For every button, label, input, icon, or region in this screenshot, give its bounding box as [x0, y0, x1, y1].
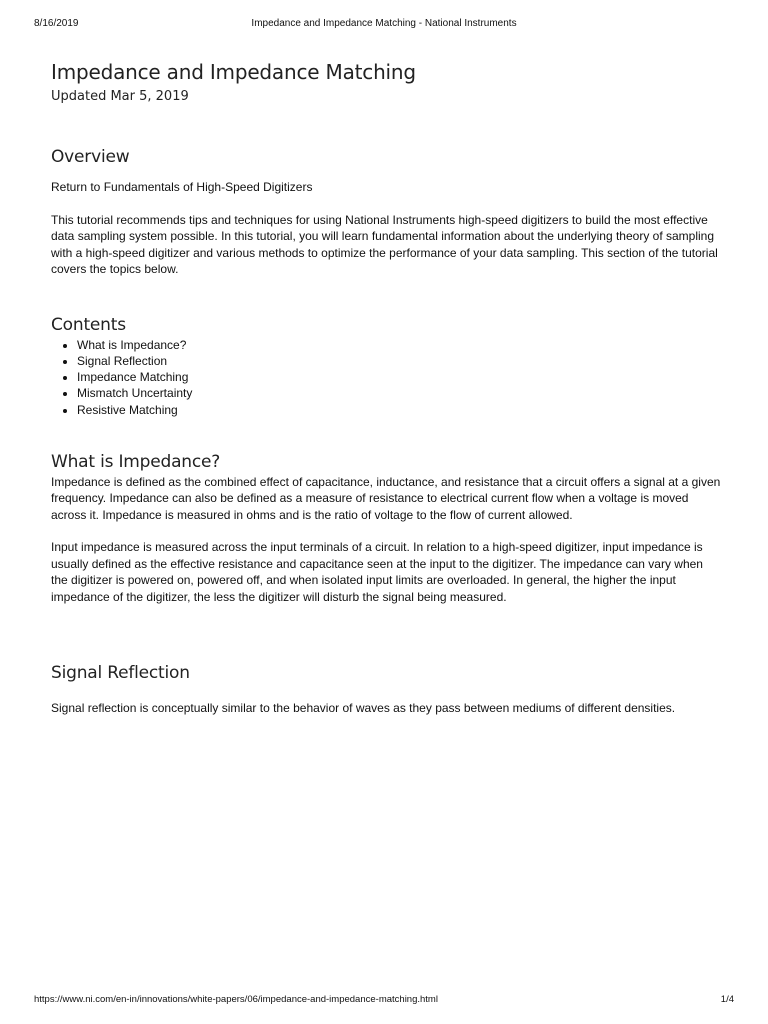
page-title: Impedance and Impedance Matching	[51, 60, 416, 84]
contents-item-mismatch-uncertainty[interactable]: • Mismatch Uncertainty	[77, 385, 721, 401]
signal-reflection-paragraph-1: Signal reflection is conceptually similar to the behavior of waves as they pass between mediums of different densities.	[51, 701, 676, 716]
contents-heading: Contents	[51, 314, 126, 335]
print-page-title: Impedance and Impedance Matching - National Instruments	[251, 18, 517, 29]
contents-item-what-is-impedance[interactable]: • What is Impedance?	[77, 337, 721, 353]
overview-body: This tutorial recommends tips and techniques for using National Instruments high-speed digitizers to build the most effective data sampling system possible. In this tutorial, you will learn fundamental information about the underlying theory of sampling with a high-speed digitizer and various methods to optimize the performance of your data sampling. This section of the tutorial covers the topics below.	[51, 212, 718, 276]
what-is-impedance-heading: What is Impedance?	[51, 451, 221, 472]
print-date: 8/16/2019	[34, 18, 79, 29]
what-is-impedance-paragraph-1: Impedance is defined as the combined effect of capacitance, inductance, and resistance that a circuit offers a signal at a given frequency. Impedance can also be defined as a measure of resistance to electrical current flow when a voltage is moved across it. Impedance is measured in ohms and is the ratio of voltage to the flow of current allowed.	[51, 474, 721, 522]
print-footer	[34, 993, 734, 1007]
what-is-impedance-paragraph-2: Input impedance is measured across the input terminals of a circuit. In relation to a high-speed digitizer, input impedance is usually defined as the effective resistance and capacitance seen at the input to the digitizer. The impedance can vary when the digitizer is powered on, powered off, and when isolated input limits are overloaded. In general, the higher the input impedance of the digitizer, the less the digitizer will disturb the signal being measured.	[51, 540, 703, 604]
contents-item-impedance-matching[interactable]: • Impedance Matching	[77, 369, 721, 385]
signal-reflection-heading: Signal Reflection	[51, 663, 190, 684]
print-url: https://www.ni.com/en-in/innovations/white-papers/06/impedance-and-impedance-matching.html	[34, 994, 438, 1005]
print-header	[34, 17, 734, 31]
article-content	[51, 58, 721, 717]
contents-item-signal-reflection[interactable]: • Signal Reflection	[77, 353, 721, 369]
updated-date: Updated Mar 5, 2019	[51, 89, 189, 104]
page-number: 1/4	[720, 994, 734, 1005]
contents-item-resistive-matching[interactable]: • Resistive Matching	[77, 402, 721, 418]
contents-list	[51, 337, 721, 418]
return-link[interactable]: Return to Fundamentals of High-Speed Digitizers	[51, 180, 313, 194]
overview-heading: Overview	[51, 147, 130, 167]
